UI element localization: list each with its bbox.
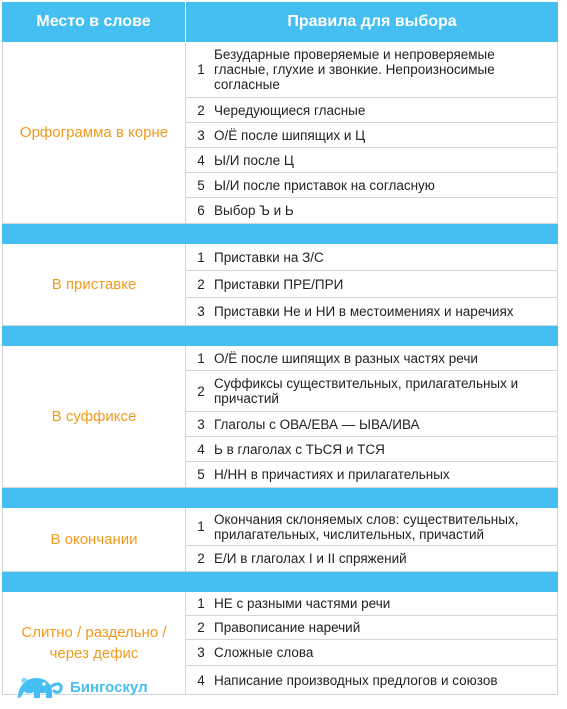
rule-text: Глаголы с ОВА/ЕВА — ЫВА/ИВА — [214, 416, 420, 432]
rule-item — [186, 244, 557, 271]
rule-item — [186, 462, 557, 487]
rule-number: 1 — [197, 350, 205, 366]
rule-number: 2 — [197, 383, 205, 399]
rule-number: 5 — [197, 177, 205, 193]
section-rules — [186, 244, 557, 325]
table-header — [2, 2, 558, 42]
rule-item — [186, 173, 557, 198]
rule-text: Окончания склоняемых слов: существительных, прилагательных, числительных, причастий — [214, 511, 519, 542]
rule-number: 4 — [197, 672, 205, 688]
rule-text: Выбор Ъ и Ь — [214, 203, 294, 218]
rule-number: 3 — [197, 127, 205, 143]
rule-number: 1 — [197, 62, 205, 77]
rule-item — [186, 298, 557, 325]
section-separator — [2, 224, 558, 244]
rule-item — [186, 271, 557, 298]
section-separator — [2, 488, 558, 508]
rule-text: Написание производных предлогов и союзов — [214, 672, 498, 688]
rule-text: О/Ё после шипящих в разных частях речи — [214, 350, 478, 366]
rule-item — [186, 371, 557, 412]
rule-item — [186, 98, 557, 123]
section-root — [2, 42, 558, 224]
elephant-icon — [14, 672, 64, 702]
rule-item — [186, 412, 557, 437]
section-rules — [186, 346, 557, 487]
rule-item — [186, 346, 557, 371]
rule-item — [186, 508, 557, 546]
rule-number: 4 — [197, 152, 205, 168]
section-rules — [186, 42, 557, 223]
rule-item — [186, 198, 557, 223]
rule-number: 2 — [197, 620, 205, 635]
section-place: В суффиксе — [3, 346, 186, 487]
rule-number: 2 — [197, 276, 205, 292]
rule-item — [186, 616, 557, 640]
rule-text: Правописание наречий — [214, 620, 361, 635]
rule-text: Приставки на З/С — [214, 249, 324, 265]
rule-text: Ы/И после Ц — [214, 152, 294, 168]
section-separator — [2, 326, 558, 346]
rule-text: НЕ с разными частями речи — [214, 596, 391, 611]
rule-item — [186, 666, 557, 694]
section-place: В окончании — [3, 508, 186, 571]
rule-text: Безударные проверяемые и непроверяемые гласные, глухие и звонкие. Непроизносимые согласные — [214, 47, 495, 92]
rule-number: 3 — [197, 304, 205, 319]
rule-number: 2 — [197, 551, 205, 566]
rule-text: Сложные слова — [214, 645, 314, 660]
rule-text: Чередующиеся гласные — [214, 102, 366, 118]
section-place: Орфограмма в корне — [3, 42, 186, 223]
rule-number: 5 — [197, 467, 205, 482]
header-place: Место в слове — [2, 2, 186, 42]
rule-text: Суффиксы существительных, прилагательных и причастий — [214, 376, 519, 406]
brand-logo — [14, 672, 148, 702]
rule-text: Ь в глаголах с ТЬСЯ и ТСЯ — [214, 441, 385, 457]
header-rules: Правила для выбора — [287, 13, 457, 30]
rule-text: Н/НН в причастиях и прилагательных — [214, 467, 450, 482]
rule-item — [186, 437, 557, 462]
rule-text: Ы/И после приставок на согласную — [214, 177, 435, 193]
rule-number: 4 — [197, 441, 205, 457]
rule-number: 6 — [197, 203, 205, 218]
rule-item — [186, 592, 557, 616]
rule-text: Приставки Не и НИ в местоимениях и наречиях — [214, 304, 514, 319]
rule-number: 1 — [197, 519, 205, 534]
rule-item — [186, 148, 557, 173]
rule-text: Е/И в глаголах I и II спряжений — [214, 551, 407, 566]
rule-number: 1 — [197, 596, 205, 611]
rule-item — [186, 546, 557, 571]
section-ending — [2, 508, 558, 572]
section-rules — [186, 508, 557, 571]
section-place: В приставке — [3, 244, 186, 325]
rules-table — [2, 2, 558, 695]
rule-item — [186, 42, 557, 98]
rule-number: 3 — [197, 645, 205, 660]
section-place: Слитно / раздельно / через дефис — [3, 592, 186, 694]
rule-text: Приставки ПРЕ/ПРИ — [214, 276, 344, 292]
rule-number: 2 — [197, 102, 205, 118]
section-rules — [186, 592, 557, 694]
logo-text: Бингоскул — [70, 678, 148, 696]
section-suffix — [2, 346, 558, 488]
section-separator — [2, 572, 558, 592]
rule-item — [186, 123, 557, 148]
rule-text: О/Ё после шипящих и Ц — [214, 127, 366, 143]
rule-number: 1 — [197, 249, 205, 265]
rule-number: 3 — [197, 416, 205, 432]
rule-item — [186, 640, 557, 666]
section-prefix — [2, 244, 558, 326]
